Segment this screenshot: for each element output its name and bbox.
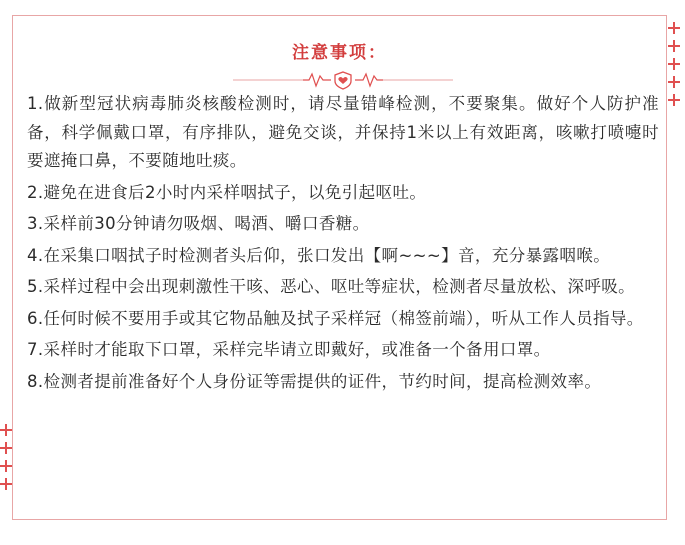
notice-list <box>27 90 659 399</box>
plus-icon <box>668 94 680 106</box>
notice-card <box>12 15 667 520</box>
plus-icon <box>0 442 12 454</box>
list-item: 6.任何时候不要用手或其它物品触及拭子采样冠（棉签前端），听从工作人员指导。 <box>27 308 644 328</box>
heart-pulse-shield-icon <box>233 70 453 90</box>
list-item: 4.在采集口咽拭子时检测者头后仰，张口发出【啊~~~】音，充分暴露咽喉。 <box>27 245 611 265</box>
plus-icon <box>668 76 680 88</box>
plus-icon <box>0 424 12 436</box>
notice-header <box>13 38 666 63</box>
plus-icon <box>0 460 12 472</box>
plus-icon <box>668 22 680 34</box>
plus-icon <box>0 478 12 490</box>
notice-title: 注意事项： <box>292 43 387 63</box>
list-item: 3.采样前30分钟请勿吸烟、喝酒、嚼口香糖。 <box>27 214 370 233</box>
plus-icon <box>668 40 680 52</box>
list-item: 7.采样时才能取下口罩，采样完毕请立即戴好，或准备一个备用口罩。 <box>27 340 551 359</box>
plus-decoration-left <box>0 424 16 496</box>
list-item: 2.避免在进食后2小时内采样咽拭子，以免引起呕吐。 <box>27 182 427 202</box>
list-item: 1.做新型冠状病毒肺炎核酸检测时，请尽量错峰检测，不要聚集。做好个人防护准备，科学佩戴口罩，有序排队，避免交谈，并保持1米以上有效距离，咳嗽打喷嚏时要遮掩口鼻，不要随地吐痰。 <box>27 94 659 170</box>
list-item: 8.检测者提前准备好个人身份证等需提供的证件，节约时间，提高检测效率。 <box>27 371 602 391</box>
plus-decoration-right <box>668 22 684 112</box>
list-item: 5.采样过程中会出现刺激性干咳、恶心、呕吐等症状，检测者尽量放松、深呼吸。 <box>27 277 636 296</box>
plus-icon <box>668 58 680 70</box>
